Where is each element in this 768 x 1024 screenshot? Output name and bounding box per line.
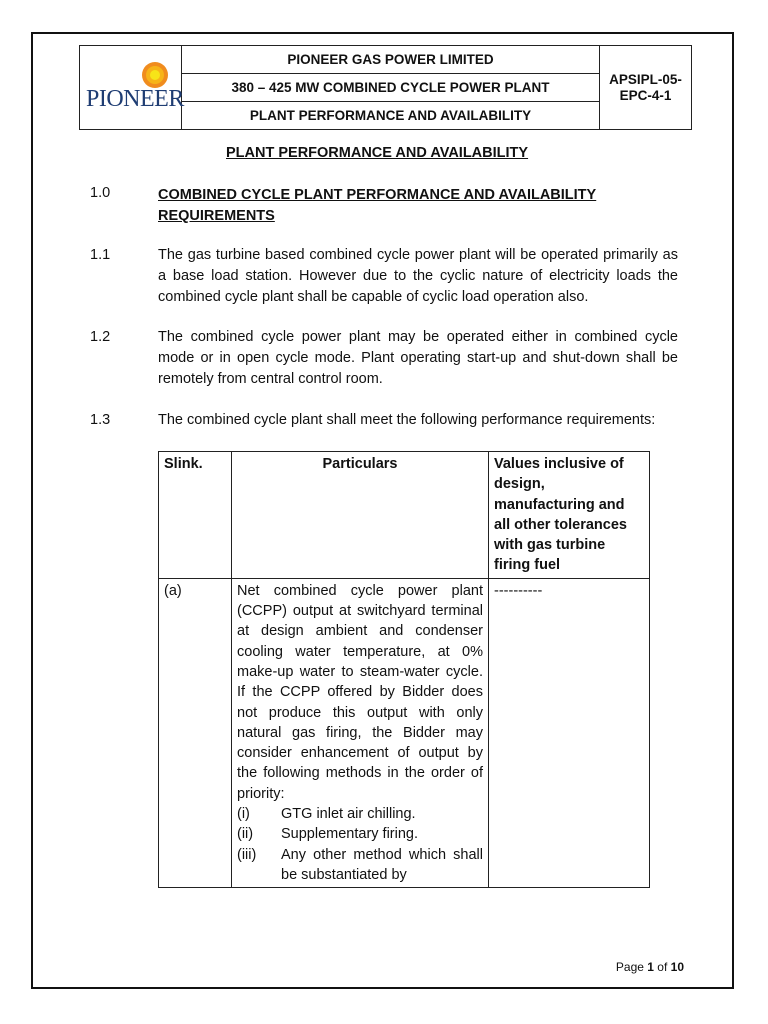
company-name: PIONEER GAS POWER LIMITED — [182, 46, 600, 74]
method-number: (iii) — [237, 846, 257, 863]
section-paragraph: The combined cycle power plant may be operated either in combined cycle mode or in open cycle mode. Plant operating start-up and shut-down shall be remotely from central control room. — [158, 329, 678, 387]
section-number: 1.1 — [90, 247, 111, 263]
footer-prefix: Page — [615, 960, 648, 974]
row-value: ---------- — [489, 578, 650, 887]
logo-text: PIONEER — [86, 86, 184, 112]
document-code-line1: APSIPL-05- — [609, 71, 682, 87]
method-text: Supplementary firing. — [281, 826, 419, 843]
method-text: Any other method which shall be substantiated by — [281, 846, 483, 883]
page-title: PLANT PERFORMANCE AND AVAILABILITY — [226, 145, 529, 161]
page-footer — [616, 960, 684, 974]
row-particulars — [232, 578, 489, 887]
column-header-particulars: Particulars — [232, 452, 489, 579]
column-header-values: Values inclusive of design, manufacturing and all other tolerances with gas turbine firing fuel — [489, 452, 650, 579]
document-code-line2: EPC-4-1 — [619, 87, 672, 103]
project-name: 380 – 425 MW COMBINED CYCLE POWER PLANT — [182, 74, 600, 102]
section-number: 1.0 — [90, 185, 111, 201]
section-heading: COMBINED CYCLE PLANT PERFORMANCE AND AVAILABILITY REQUIREMENTS — [158, 187, 597, 224]
method-number: (ii) — [237, 826, 254, 843]
section-paragraph: The combined cycle plant shall meet the following performance requirements: — [158, 412, 656, 428]
row-serial: (a) — [159, 578, 232, 887]
method-number: (i) — [237, 806, 250, 823]
current-page: 1 — [647, 960, 654, 974]
document-subject: PLANT PERFORMANCE AND AVAILABILITY — [182, 102, 600, 130]
document-header — [79, 45, 692, 130]
method-text: GTG inlet air chilling. — [281, 806, 416, 823]
footer-of: of — [653, 960, 671, 974]
section-paragraph: The gas turbine based combined cycle power plant will be operated primarily as a base load station. However due to the cyclic nature of electricity loads the combined cycle plant shall be capable of cyclic load operation also. — [158, 247, 678, 305]
logo — [80, 46, 182, 130]
table-row — [159, 578, 650, 887]
method-item — [237, 804, 483, 824]
section-number: 1.3 — [90, 412, 111, 428]
column-header-slink: Slink. — [159, 452, 232, 579]
method-item — [237, 845, 483, 886]
section-number: 1.2 — [90, 329, 111, 345]
total-pages: 10 — [670, 960, 684, 974]
particulars-text: Net combined cycle power plant (CCPP) output at switchyard terminal at design ambient and condenser cooling water temperature, at 0% make-up water to steam-water cycle. If the CCPP offered by Bidder does not produce this output with only natural gas firing, the Bidder may consider enhancement of output by the following methods in the order of priority: — [237, 582, 483, 802]
performance-requirements-table — [158, 451, 650, 888]
table-header-row — [159, 452, 650, 579]
method-item — [237, 824, 483, 844]
document-code — [600, 46, 692, 130]
